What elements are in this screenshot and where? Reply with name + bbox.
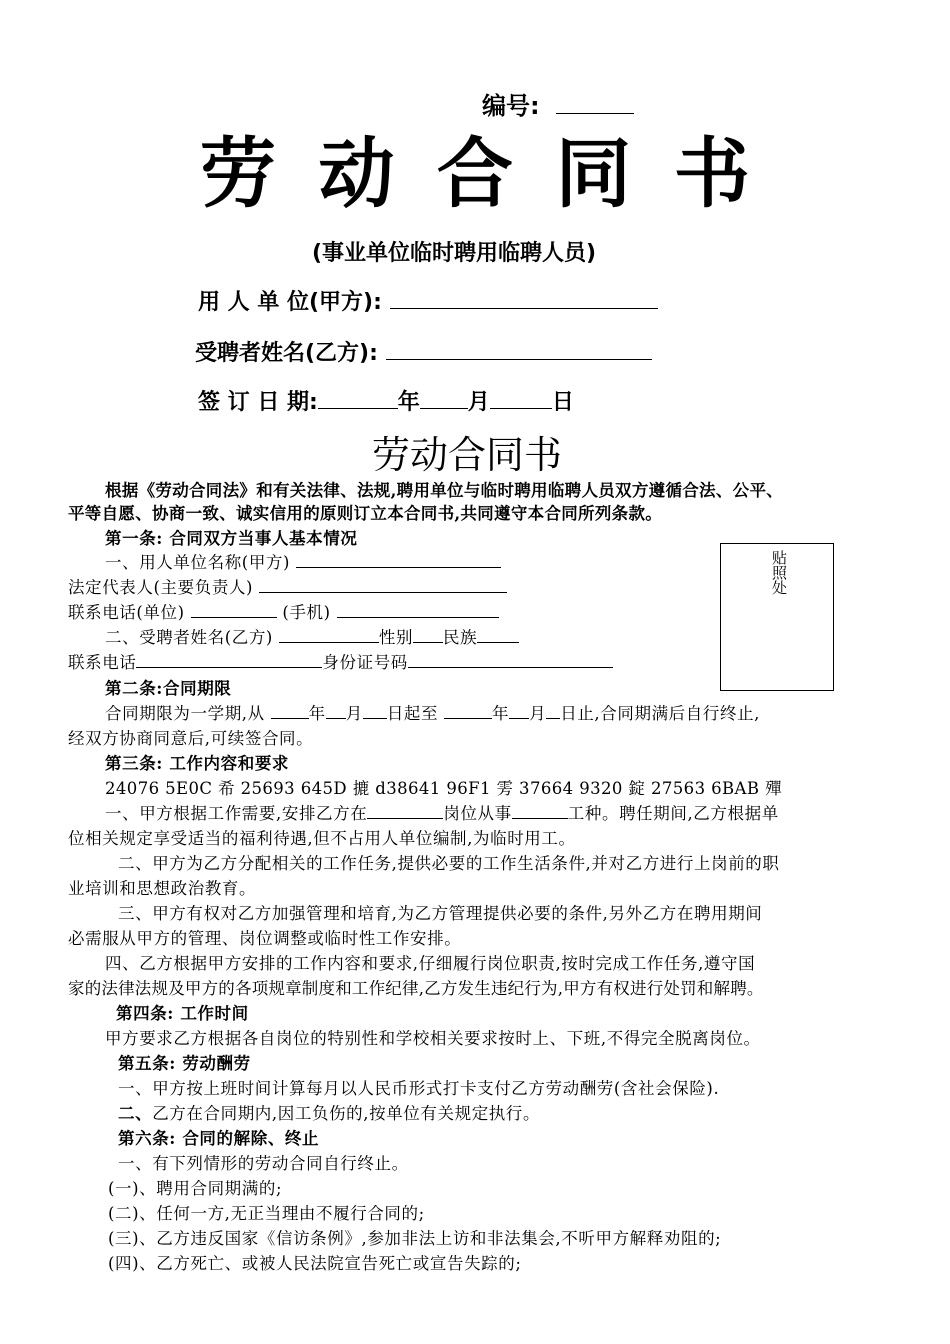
job-type-field[interactable] [512, 802, 568, 820]
term-start-day-field[interactable] [363, 702, 387, 720]
term-start-year-field[interactable] [271, 702, 309, 720]
employee-name-row [105, 624, 519, 648]
employer-label: 用 人 单 位(甲方): [198, 290, 382, 315]
employer-name-field[interactable] [296, 551, 501, 569]
employee-name-label: 二、受聘者姓名(乙方) [105, 628, 273, 647]
term-end-month-label: 月 [529, 704, 547, 723]
term-start-month-label: 月 [345, 704, 363, 723]
month-label: 月 [467, 390, 490, 415]
article-3-title: 第三条: 工作内容和要求 [105, 754, 290, 773]
gender-field[interactable] [413, 626, 443, 644]
article-1-title: 第一条: 合同双方当事人基本情况 [105, 529, 358, 548]
article-5-title: 第五条: 劳动酬劳 [118, 1054, 251, 1073]
employee-label: 受聘者姓名(乙方): [195, 341, 378, 366]
article-6-sub-2: (二)、任何一方,无正当理由不履行合同的; [108, 1204, 425, 1223]
contract-term-row [105, 700, 760, 724]
legal-rep-label: 法定代表人(主要负责人) [68, 578, 254, 597]
article-3-garbled-line: 24076 5E0C 希 25693 645D 摝 d38641 96F1 雱 37664 9320 錠 27563 6BAB 殫 [105, 779, 782, 798]
intro-line-1: 根据《劳动合同法》和有关法律、法规,聘用单位与临时聘用临聘人员双方遵循合法、公平、 [105, 481, 784, 500]
term-end-day-field[interactable] [546, 702, 560, 720]
day-label: 日 [551, 390, 574, 415]
sign-date-row [198, 385, 574, 416]
article-3-para-3: 三、甲方有权对乙方加强管理和培育,为乙方管理提供必要的条件,另外乙方在聘用期间 [118, 904, 763, 923]
term-start-month-field[interactable] [326, 702, 346, 720]
legal-rep-field[interactable] [259, 576, 507, 594]
sign-year-field[interactable] [318, 386, 398, 409]
ethnicity-label: 民族 [443, 628, 478, 647]
article-5-item-1: 一、甲方按上班时间计算每月以人民币形式打卡支付乙方劳动酬劳(含社会保险). [118, 1079, 720, 1098]
term-end-year-field[interactable] [444, 702, 492, 720]
article-6-title: 第六条: 合同的解除、终止 [118, 1129, 320, 1148]
article-5-item-2-number: 二、 [118, 1104, 153, 1123]
photo-placeholder-label: 贴照处 [770, 550, 788, 595]
employee-phone-label: 联系电话 [68, 653, 137, 672]
employee-phone-field[interactable] [136, 651, 322, 669]
term-start-year-label: 年 [308, 704, 326, 723]
id-number-label: 身份证号码 [322, 653, 408, 672]
mobile-label: (手机) [282, 603, 331, 622]
cover-main-title: 劳 动 合 同 书 [200, 129, 758, 218]
employer-field[interactable] [390, 286, 658, 309]
photo-placeholder-box [720, 543, 834, 691]
article-6-sub-1: (一)、聘用合同期满的; [108, 1179, 283, 1198]
term-end-year-label: 年 [492, 704, 510, 723]
gender-label: 性别 [378, 628, 414, 647]
employer-phone-row [68, 599, 499, 623]
job-type-suffix-text: 工种。聘任期间,乙方根据单 [567, 804, 779, 823]
article-6-sub-4: (四)、乙方死亡、或被人民法院宣告死亡或宣告失踪的; [108, 1254, 522, 1273]
serial-number-field[interactable] [556, 89, 634, 114]
article-6-item-1: 一、有下列情形的劳动合同自行终止。 [118, 1154, 409, 1173]
cover-subtitle: (事业单位临时聘用临聘人员) [312, 241, 597, 266]
employer-phone-label: 联系电话(单位) [68, 603, 185, 622]
contract-renewal-text: 经双方协商同意后,可续签合同。 [68, 729, 314, 748]
term-end-month-field[interactable] [509, 702, 529, 720]
article-3-para-2: 二、甲方为乙方分配相关的工作任务,提供必要的工作生活条件,并对乙方进行上岗前的职 [118, 854, 780, 873]
employee-row [195, 336, 652, 367]
sign-month-field[interactable] [420, 386, 468, 409]
term-from-label: 合同期限为一学期,从 [105, 704, 265, 723]
article-4-title: 第四条: 工作时间 [116, 1004, 249, 1023]
year-label: 年 [397, 390, 420, 415]
sign-date-label: 签 订 日 期: [198, 390, 318, 415]
serial-number-label: 编号: [482, 92, 540, 120]
article-3-para-2-cont: 业培训和思想政治教育。 [68, 879, 257, 898]
article-2-title: 第二条:合同期限 [105, 679, 232, 698]
employee-field[interactable] [386, 337, 652, 360]
mobile-field[interactable] [337, 601, 499, 619]
serial-number-row [482, 86, 634, 121]
job-type-prefix-text: 岗位从事 [443, 804, 512, 823]
article-4-text: 甲方要求乙方根据各自岗位的特别性和学校相关要求按时上、下班,不得完全脱离岗位。 [105, 1029, 761, 1048]
post-field[interactable] [367, 802, 443, 820]
sign-day-field[interactable] [490, 386, 552, 409]
article-3-para-4: 四、乙方根据甲方安排的工作内容和要求,仔细履行岗位职责,按时完成工作任务,遵守国 [105, 954, 756, 973]
article-6-sub-3: (三)、乙方违反国家《信访条例》,参加非法上访和非法集会,不听甲方解释劝阻的; [108, 1229, 722, 1248]
legal-rep-row [68, 574, 507, 598]
intro-line-2: 平等自愿、协商一致、诚实信用的原则订立本合同书,共同遵守本合同所列条款。 [68, 504, 663, 523]
article-5-item-2-text: 乙方在合同期内,因工负伤的,按单位有关规定执行。 [152, 1104, 541, 1123]
employee-phone-row [68, 649, 613, 673]
article-3-para-1-cont: 位相关规定享受适当的福利待遇,但不占用人单位编制,为临时用工。 [68, 829, 576, 848]
employer-phone-field[interactable] [191, 601, 277, 619]
employer-name-row [105, 549, 501, 573]
article-5-item-2 [118, 1100, 540, 1124]
employer-row [198, 285, 658, 316]
article-3-para-3-cont: 必需服从甲方的管理、岗位调整或临时性工作安排。 [68, 929, 462, 948]
article-3-para-1 [105, 800, 779, 824]
employer-name-label: 一、用人单位名称(甲方) [105, 553, 291, 572]
employee-name-field[interactable] [279, 626, 379, 644]
post-prefix-text: 一、甲方根据工作需要,安排乙方在 [105, 804, 368, 823]
article-3-para-4-cont: 家的法律法规及甲方的各项规章制度和工作纪律,乙方发生违纪行为,甲方有权进行处罚和解聘。 [68, 979, 764, 998]
ethnicity-field[interactable] [477, 626, 519, 644]
id-number-field[interactable] [408, 651, 613, 669]
body-title: 劳动合同书 [372, 433, 563, 477]
term-end-label: 日止,合同期满后自行终止, [560, 704, 761, 723]
term-to-label: 日起至 [386, 704, 439, 723]
